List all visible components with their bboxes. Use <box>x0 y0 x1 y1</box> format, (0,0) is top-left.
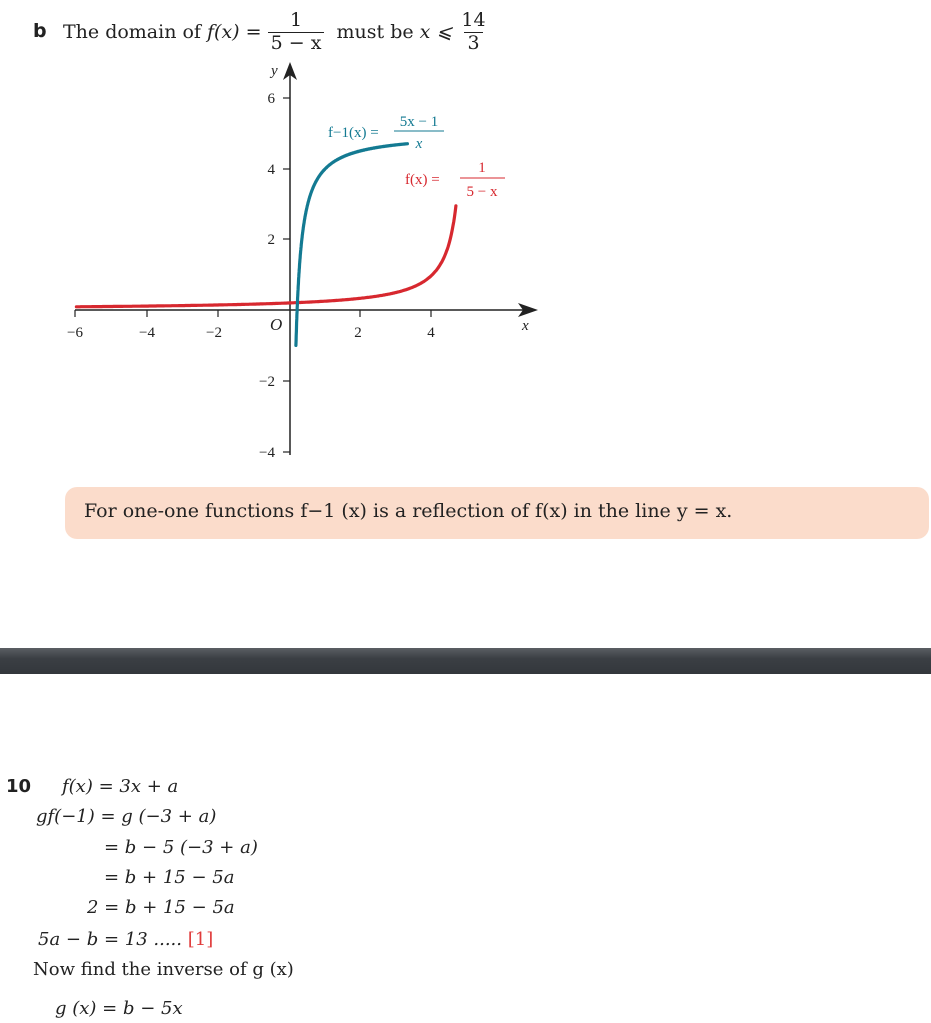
section-divider <box>0 648 931 674</box>
working-line: g (x) = b − 5x <box>55 998 183 1019</box>
domain-frac-den: 5 − x <box>268 32 325 54</box>
working-line: = b − 5 (−3 + a) <box>104 837 258 858</box>
f-label-den: 5 − x <box>466 184 498 200</box>
y-axis-label: y <box>271 63 278 79</box>
function-graph <box>0 55 931 465</box>
instruction-text: Now find the inverse of g (x) <box>33 959 294 980</box>
x-tick-label: −4 <box>139 325 155 341</box>
domain-fraction <box>268 8 325 54</box>
f-curve <box>76 206 456 307</box>
condition-frac-num: 14 <box>461 8 486 31</box>
inverse-label-den: x <box>415 136 423 152</box>
working-line: gf(−1) = g (−3 + a) <box>36 806 217 827</box>
condition-frac-den: 3 <box>464 32 482 54</box>
x-tick-label: 4 <box>427 325 435 341</box>
x-tick-label: −2 <box>206 325 222 341</box>
y-tick-label: −4 <box>259 445 275 461</box>
origin-label: O <box>270 315 283 334</box>
part-label: b <box>33 20 47 42</box>
f-label: f(x) = <box>405 172 440 188</box>
domain-frac-num: 1 <box>289 8 303 31</box>
y-tick-label: 6 <box>267 91 275 107</box>
must-be-text: must be <box>336 21 414 43</box>
f-of-x: f(x) = <box>207 21 262 43</box>
y-tick-label: −2 <box>259 374 275 390</box>
domain-condition: x ⩽ <box>419 21 453 43</box>
working-line: = b + 15 − 5a <box>104 867 235 888</box>
x-axis-label: x <box>522 318 529 334</box>
question-number: 10 <box>6 776 32 797</box>
y-tick-label: 2 <box>267 232 275 248</box>
x-tick-label: −6 <box>67 325 83 341</box>
inverse-curve <box>296 144 408 346</box>
inverse-label-num: 5x − 1 <box>399 114 439 130</box>
condition-fraction <box>458 8 488 54</box>
y-tick-label: 4 <box>267 162 275 178</box>
working-line-marked <box>38 929 213 950</box>
domain-intro: The domain of <box>63 21 201 43</box>
x-tick-label: 2 <box>354 325 362 341</box>
working-line: 5a − b = 13 ..... <box>38 929 182 950</box>
working-line: 2 = b + 15 − 5a <box>87 897 235 918</box>
inverse-label: f−1(x) = <box>328 125 379 141</box>
f-label-num: 1 <box>478 160 486 176</box>
mark-badge: [1] <box>187 929 214 950</box>
hint-text: For one-one functions f−1 (x) is a reflection of f(x) in the line y = x. <box>84 500 733 522</box>
working-line: f(x) = 3x + a <box>62 776 179 797</box>
domain-statement <box>63 4 489 60</box>
